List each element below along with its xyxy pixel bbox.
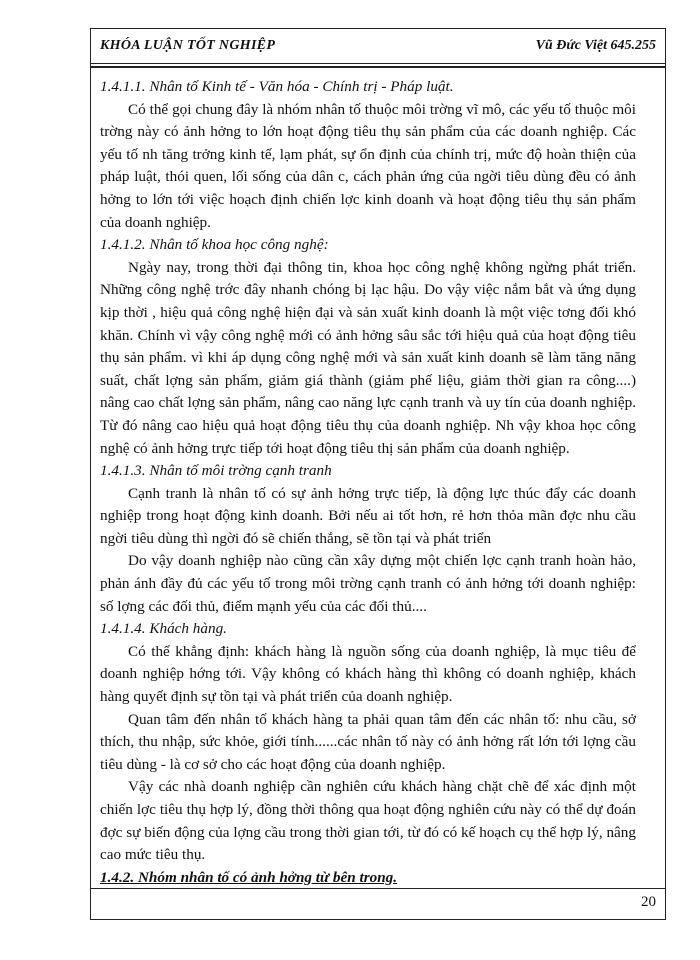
section-competition [100,460,636,618]
header-title: KHÓA LUẬN TỐT NGHIỆP [100,38,276,53]
paragraph: Quan tâm đến nhân tố khách hàng ta phải quan tâm đến các nhân tố: nhu cầu, sở thích, thu nhập, sức khỏe, giới tính......các nhân tố này có ảnh hởng rất lớn tới lợng cầu tiêu dùng - là cơ sở cho các hoạt động của doanh nghiệp. [100,710,636,773]
paragraph: Do vậy doanh nghiệp nào cũng cần xây dựng một chiến lợc cạnh tranh hoàn hảo, phản ánh đầy đủ các yếu tố trong môi trờng cạnh tranh có ảnh hởng tới doanh nghiệp: số lợng các đối thủ, điểm mạnh yếu của các đối thủ.... [100,552,636,615]
section-economic [100,76,636,234]
section-heading: 1.4.1.3. Nhân tố môi trờng cạnh tranh [100,462,332,480]
paragraph: Vậy các nhà doanh nghiệp cần nghiên cứu khách hàng chặt chẽ để xác định một chiến lợc tiêu thụ hợp lý, đồng thời thông qua hoạt động nghiên cứu này có thể dự đoán đợc sự biến động của lợng cầu trong thời gian tới, từ đó có kế hoạch cụ thể hợp lý, nâng cao mức tiêu thụ. [100,778,636,864]
paragraph: Cạnh tranh là nhân tố có sự ảnh hởng trực tiếp, là động lực thúc đẩy các doanh nghiệp trong hoạt động kinh doanh. Bởi nếu ai tốt hơn, rẻ hơn thỏa mãn đợc nhu cầu ngời tiêu dùng thì ngời đó sẽ chiến thắng, sẽ tồn tại và phát triển [100,484,636,547]
paragraph: Có thể khẳng định: khách hàng là nguồn sống của doanh nghiệp, là mục tiêu để doanh nghiệp hớng tới. Vậy không có khách hàng thì không có doanh nghiệp, khách hàng quyết định sự tồn tại và phát triển của doanh nghiệp. [100,642,636,706]
header-rule-thick [90,66,666,68]
footer-rule [90,888,666,889]
page-number: 20 [641,894,656,910]
section-heading: 1.4.1.1. Nhân tố Kinh tế - Văn hóa - Chính trị - Pháp luật. [100,78,454,95]
section-customers [100,618,636,867]
header-author: Vũ Đức Việt 645.255 [535,38,656,53]
section-technology [100,234,636,460]
section-heading: 1.4.1.2. Nhân tố khoa học công nghệ: [100,236,329,254]
header-rule [90,63,666,64]
section-heading: 1.4.1.4. Khách hàng. [100,620,227,638]
final-section-heading: 1.4.2. Nhóm nhân tố có ảnh hởng từ bên trong. [100,868,398,886]
paragraph: Có thể gọi chung đây là nhóm nhân tố thuộc môi trờng vĩ mô, các yếu tố thuộc môi trờng này có ảnh hởng to lớn hoạt động tiêu thụ sản phẩm của các doanh nghiệp. Các yếu tố nh tăng trởng kinh tế, lạm phát, sự ổn định của chính trị, mức độ hoàn thiện của pháp luật, thói quen, lối sống của dân c, cách phản ứng của ngời tiêu dùng đều có ảnh hởng to lớn tới việc hoạch định chiến lợc kinh doanh và hoạt động tiêu thụ sản phẩm của doanh nghiệp. [100,100,636,231]
paragraph: Ngày nay, trong thời đại thông tin, khoa học công nghệ không ngừng phát triển. Những công nghệ trớc đây nhanh chóng bị lạc hậu. Do vậy việc nắm bắt và ứng dụng kịp thời , hiệu quả công nghệ hiện đại và sản xuất kinh doanh là một việc tơng đối khó khăn. Chính vì vậy công nghệ mới có ảnh hởng sâu sắc tới hiệu quả của hoạt động tiêu thụ sản phẩm. vì khi áp dụng công nghệ mới và sản xuất kinh doanh sẽ làm tăng năng suất, chất lợng sản phẩm, giảm giá thành (giảm phế liệu, giảm thời gian ra công....) nâng cao chất lợng sản phẩm, nâng cao năng lực cạnh tranh và uy tín của doanh nghiệp. Từ đó nâng cao hiệu quả hoạt động tiêu thụ của doanh nghiệp. Nh vậy khoa học công nghệ có ảnh hởng trực tiếp tới hoạt động tiêu thị sản phẩm của doanh nghiệp. [100,258,636,457]
document-body [100,76,636,889]
